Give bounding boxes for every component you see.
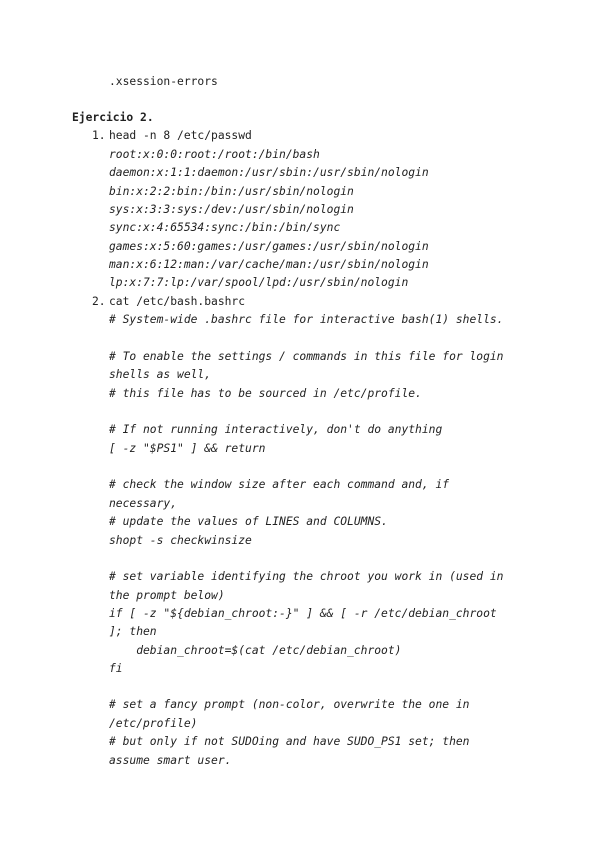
output-line: # this file has to be sourced in /etc/profile.: [109, 387, 422, 400]
output-line: # but only if not SUDOing and have SUDO_PS1 set; then: [109, 735, 470, 748]
section-heading: Ejercicio 2.: [72, 111, 154, 124]
output-line: shopt -s checkwinsize: [109, 534, 252, 547]
output-line: [ -z "$PS1" ] && return: [109, 442, 266, 455]
output-line: sys:x:3:3:sys:/dev:/usr/sbin/nologin: [109, 203, 354, 216]
output-line: man:x:6:12:man:/var/cache/man:/usr/sbin/nologin: [109, 258, 429, 271]
output-line: # To enable the settings / commands in this file for login: [109, 350, 504, 363]
previous-item-tail: .xsession-errors: [109, 75, 218, 88]
output-line: # System-wide .bashrc file for interactive bash(1) shells.: [109, 313, 504, 326]
output-line: sync:x:4:65534:sync:/bin:/bin/sync: [109, 221, 341, 234]
output-line: # check the window size after each command and, if: [109, 478, 450, 491]
output-line: lp:x:7:7:lp:/var/spool/lpd:/usr/sbin/nologin: [109, 276, 409, 289]
output-line: fi: [109, 662, 123, 675]
output-line: bin:x:2:2:bin:/bin:/usr/sbin/nologin: [109, 185, 354, 198]
output-line: shells as well,: [109, 368, 212, 381]
output-line: games:x:5:60:games:/usr/games:/usr/sbin/nologin: [109, 240, 429, 253]
output-line: ]; then: [109, 625, 157, 638]
command-2: cat /etc/bash.bashrc: [109, 295, 246, 308]
output-line: if [ -z "${debian_chroot:-}" ] && [ -r /etc/debian_chroot: [109, 607, 497, 620]
output-line: the prompt below): [109, 589, 225, 602]
output-line: # set variable identifying the chroot you work in (used in: [109, 570, 504, 583]
output-line: debian_chroot=$(cat /etc/debian_chroot): [109, 644, 402, 657]
command-1: head -n 8 /etc/passwd: [109, 129, 252, 142]
output-line: # set a fancy prompt (non-color, overwrite the one in: [109, 698, 470, 711]
output-line: assume smart user.: [109, 754, 232, 767]
list-number-1: 1.: [92, 129, 106, 142]
list-number-2: 2.: [92, 295, 106, 308]
output-line: necessary,: [109, 497, 178, 510]
output-line: daemon:x:1:1:daemon:/usr/sbin:/usr/sbin/nologin: [109, 166, 429, 179]
output-line: /etc/profile): [109, 717, 198, 730]
output-line: # If not running interactively, don't do anything: [109, 423, 443, 436]
output-line: root:x:0:0:root:/root:/bin/bash: [109, 148, 320, 161]
output-line: # update the values of LINES and COLUMNS.: [109, 515, 388, 528]
